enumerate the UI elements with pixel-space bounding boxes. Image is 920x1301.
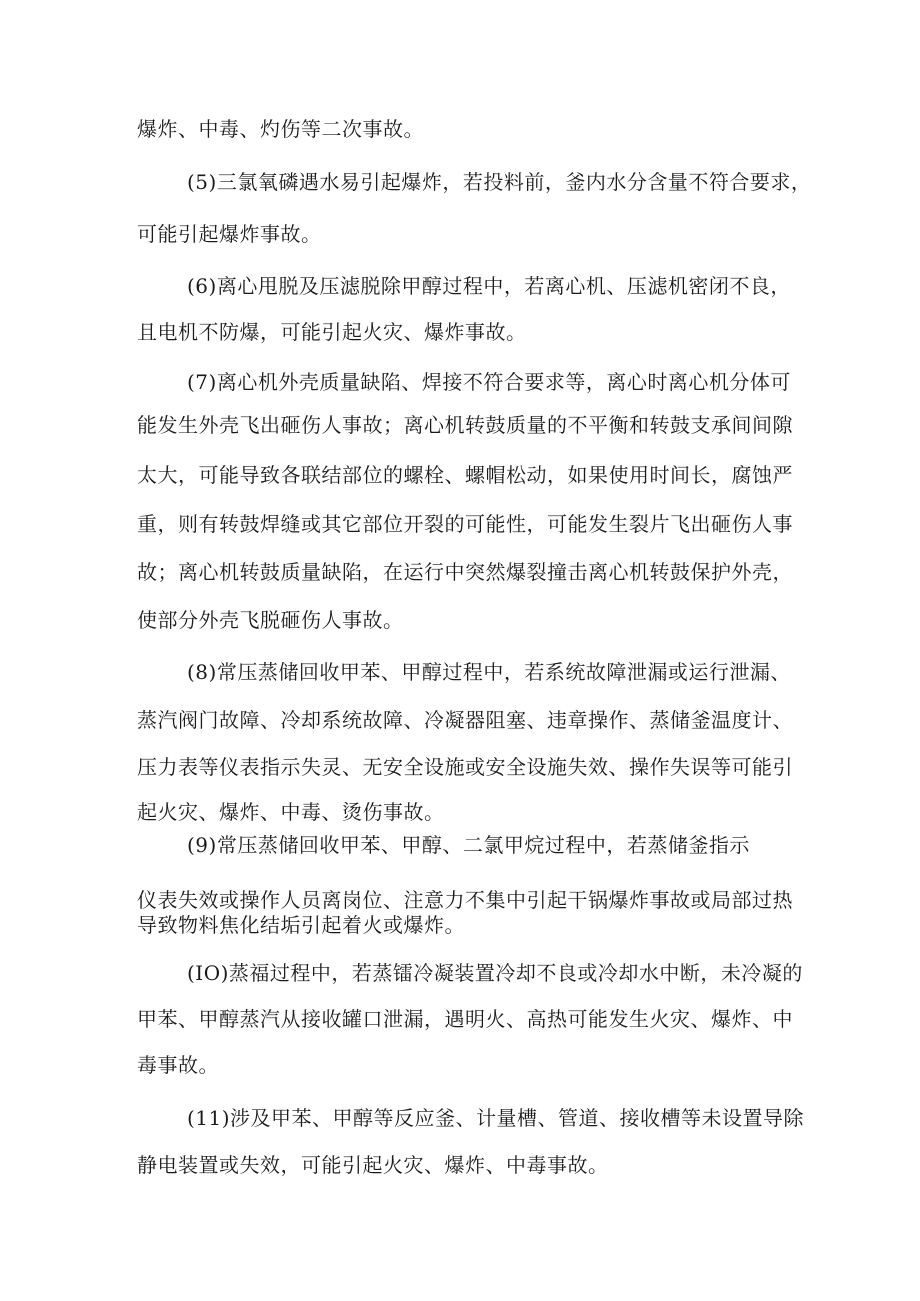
paragraph-line: 使部分外壳飞脱砸伤人事故。 (137, 608, 404, 632)
paragraph-line: 故；离心机转鼓质量缺陷，在运行中突然爆裂撞击离心机转鼓保护外壳， (137, 560, 793, 584)
paragraph-line: (11)涉及甲苯、甲醇等反应釜、计量槽、管道、接收槽等未设置导除 (187, 1106, 805, 1130)
paragraph-line: (8)常压蒸储回收甲苯、甲醇过程中，若系统故障泄漏或运行泄漏、 (187, 660, 791, 684)
paragraph-line: 且电机不防爆，可能引起火灾、爆炸事故。 (137, 320, 527, 344)
paragraph-line: 能发生外壳飞出砸伤人事故；离心机转鼓质量的不平衡和转鼓支承间间隙 (137, 413, 793, 437)
paragraph-line: 爆炸、中毒、灼伤等二次事故。 (137, 117, 424, 141)
paragraph-line: 可能引起爆炸事故。 (137, 222, 322, 246)
paragraph-line: 压力表等仪表指示失灵、无安全设施或安全设施失效、操作失误等可能引 (137, 755, 793, 779)
paragraph-line: 仪表失效或操作人员离岗位、注意力不集中引起干锅爆炸事故或局部过热 (137, 888, 793, 912)
paragraph-line: 重，则有转鼓焊缝或其它部位开裂的可能性，可能发生裂片飞出砸伤人事 (137, 512, 793, 536)
paragraph-line: 毒事故。 (137, 1053, 219, 1077)
paragraph-line: (IO)蒸福过程中，若蒸镭冷凝装置冷却不良或冷却水中断，未冷凝的 (187, 961, 803, 985)
paragraph-line: (6)离心甩脱及压滤脱除甲醇过程中，若离心机、压滤机密闭不良， (187, 274, 791, 298)
paragraph-line: (5)三氯氧磷遇水易引起爆炸，若投料前，釜内水分含量不符合要求， (187, 170, 812, 194)
paragraph-line: 静电装置或失效，可能引起火灾、爆炸、中毒事故。 (137, 1153, 609, 1177)
paragraph-line: 太大，可能导致各联结部位的螺栓、螺帽松动，如果使用时间长，腐蚀严 (137, 463, 793, 487)
paragraph-line: 蒸汽阀门故障、冷却系统故障、冷凝器阻塞、违章操作、蒸储釜温度计、 (137, 708, 793, 732)
paragraph-line: (7)离心机外壳质量缺陷、焊接不符合要求等，离心时离心机分体可 (187, 370, 791, 394)
paragraph-line: 起火灾、爆炸、中毒、烫伤事故。 (137, 800, 445, 824)
paragraph-line: 导致物料焦化结垢引起着火或爆炸。 (137, 913, 465, 937)
paragraph-line: 甲苯、甲醇蒸汽从接收罐口泄漏，遇明火、高热可能发生火灾、爆炸、中 (137, 1007, 793, 1031)
paragraph-line: (9)常压蒸储回收甲苯、甲醇、二氯甲烷过程中，若蒸储釜指示 (187, 833, 750, 857)
